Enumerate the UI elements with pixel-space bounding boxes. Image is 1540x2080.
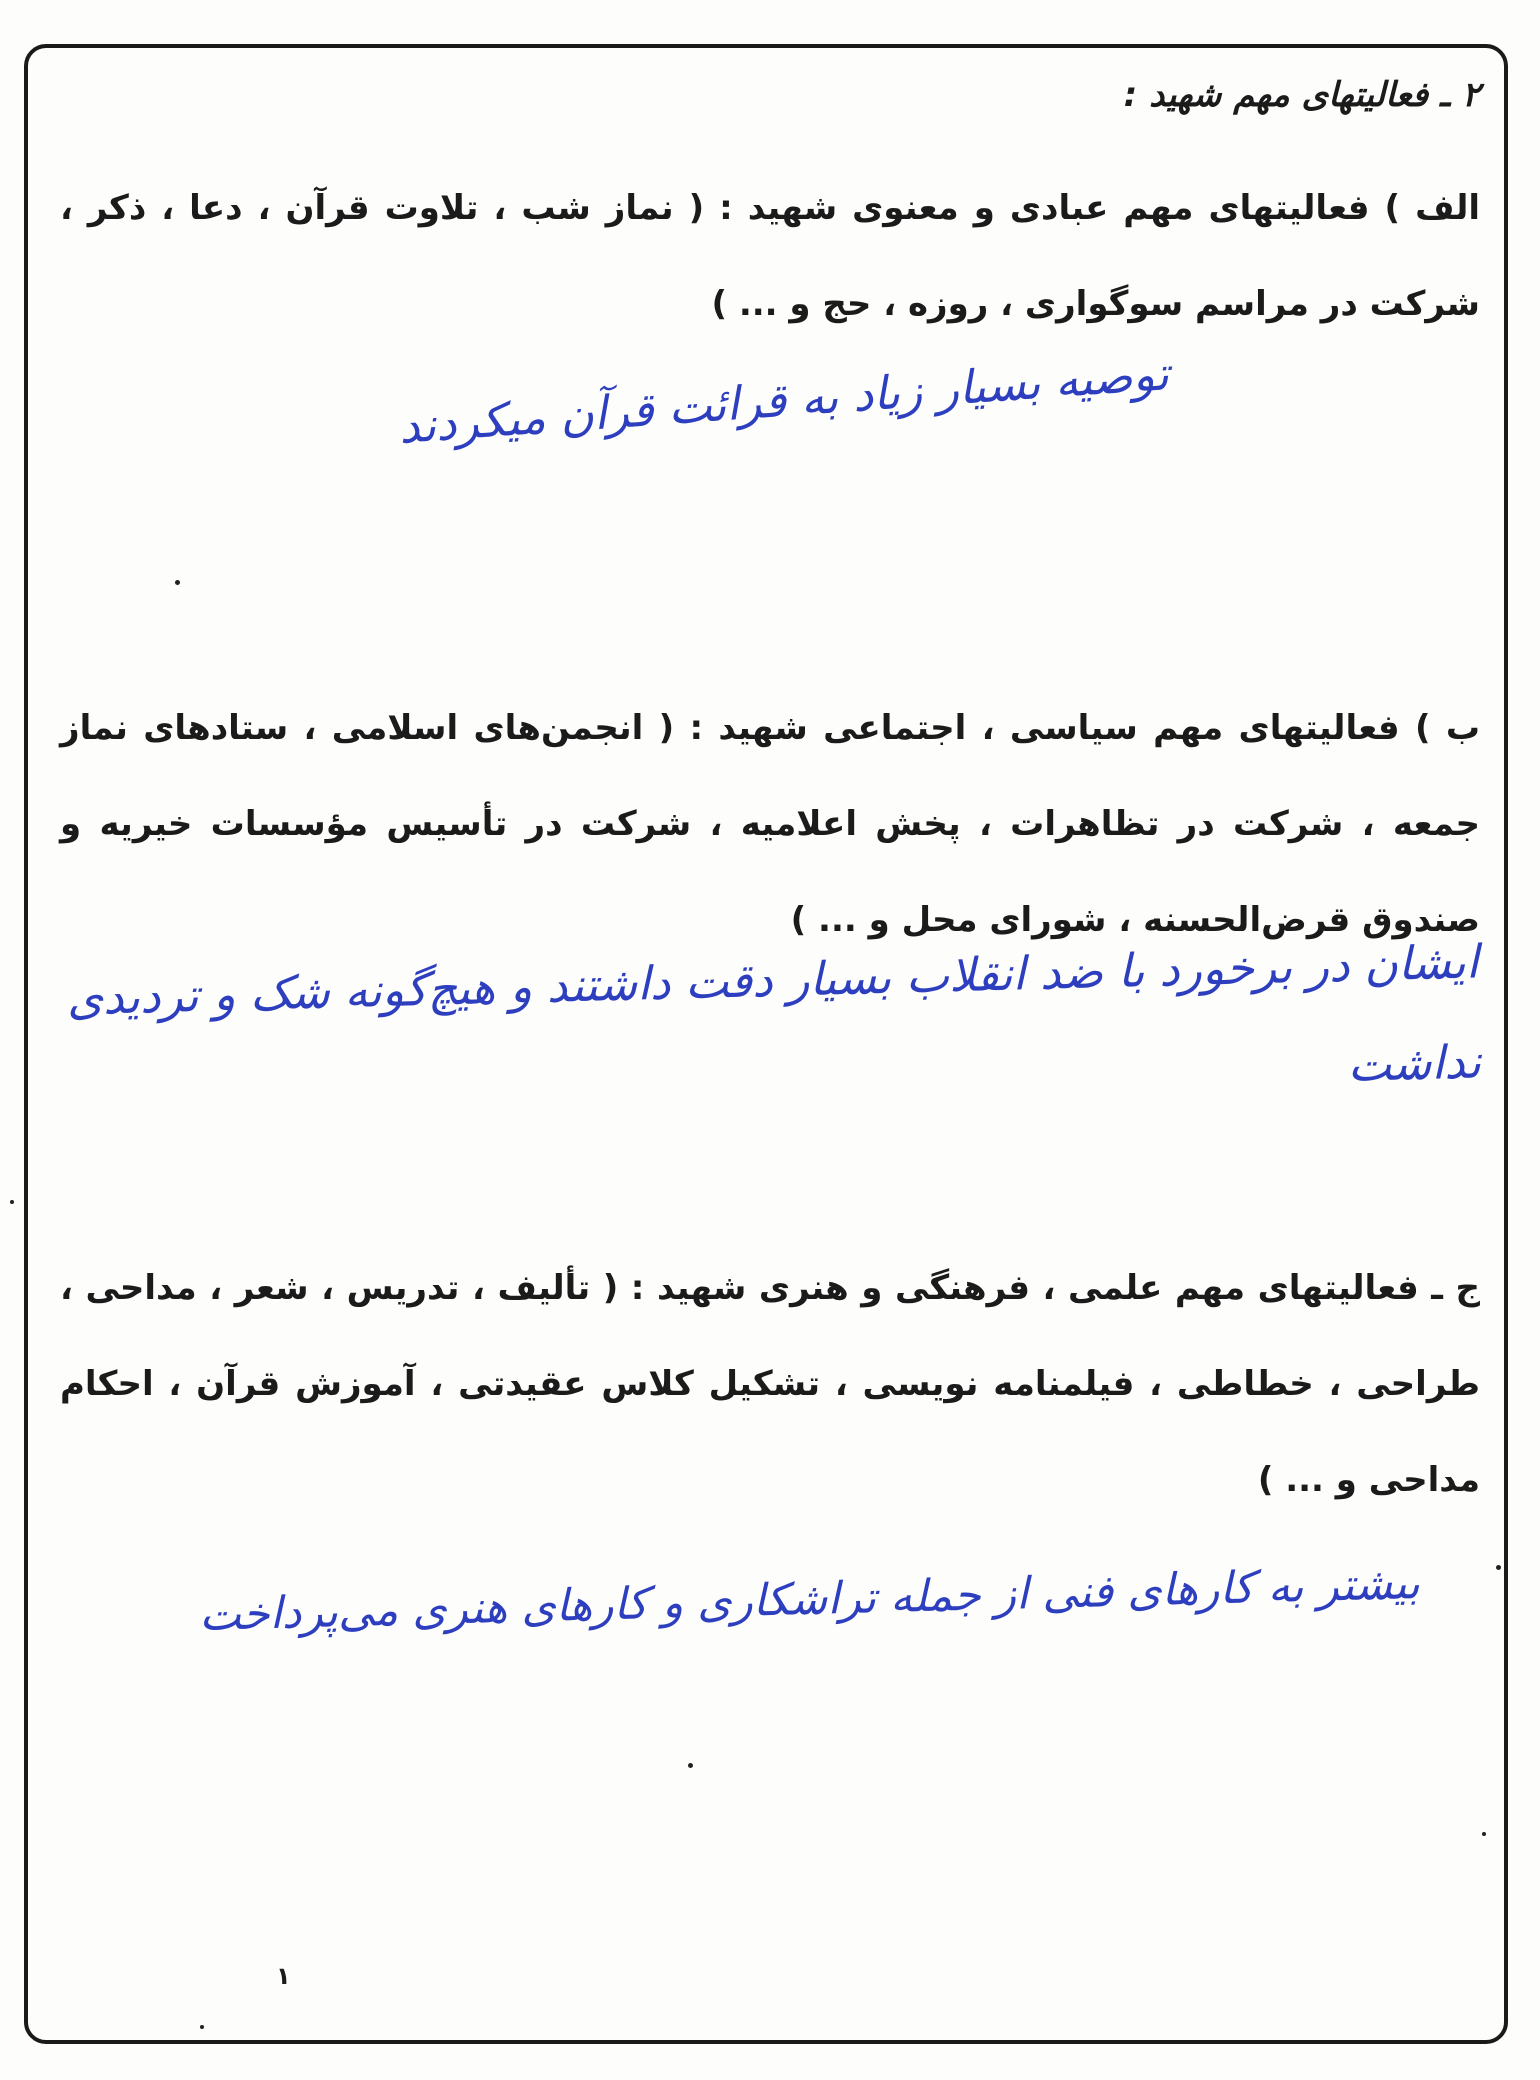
political-social-activities-handwritten-answer: ایشان در برخورد با ضد انقلاب بسیار دقت داشتند و هیچ‌گونه شک و تردیدی نداشت	[66, 934, 1482, 1092]
paper-speck	[1496, 1565, 1501, 1570]
paper-speck	[1482, 1832, 1486, 1836]
section-heading: ۲ ـ فعالیتهای مهم شهید :	[1123, 75, 1480, 115]
scientific-cultural-activities-prompt: ج ـ فعالیتهای مهم علمی ، فرهنگی و هنری شهید : ( تألیف ، تدریس ، شعر ، مداحی ، طراحی ، خطاطی ، فیلمنامه نویسی ، تشکیل کلاس عقیدتی ، آموزش قرآن ، احکام مداحی و ... )	[60, 1268, 1480, 1500]
worship-activities-prompt: الف ) فعالیتهای مهم عبادی و معنوی شهید : ( نماز شب ، تلاوت قرآن ، دعا ، ذکر ، شرکت در مراسم سوگواری ، روزه ، حج و ... )	[60, 188, 1480, 324]
worship-activities-handwritten-answer: توصیه بسیار زیاد به قرائت قرآن میکردند	[397, 346, 1171, 454]
scientific-cultural-activities-handwritten-answer: بیشتر به کارهای فنی از جمله تراشکاری و کارهای هنری می‌پرداخت	[198, 1558, 1421, 1641]
paper-speck	[175, 580, 180, 585]
form-page	[60, 60, 1480, 2040]
paper-speck	[688, 1763, 693, 1768]
political-social-activities-prompt: ب ) فعالیتهای مهم سیاسی ، اجتماعی شهید : ( انجمن‌های اسلامی ، ستادهای نماز جمعه ، شرکت در تظاهرات ، پخش اعلامیه ، شرکت در تأسیس مؤسسات خیریه و صندوق قرض‌الحسنه ، شورای محل و ... )	[60, 708, 1480, 940]
page-number: ۱	[276, 1962, 291, 1990]
paper-speck	[10, 1200, 14, 1204]
paper-speck	[200, 2025, 204, 2029]
